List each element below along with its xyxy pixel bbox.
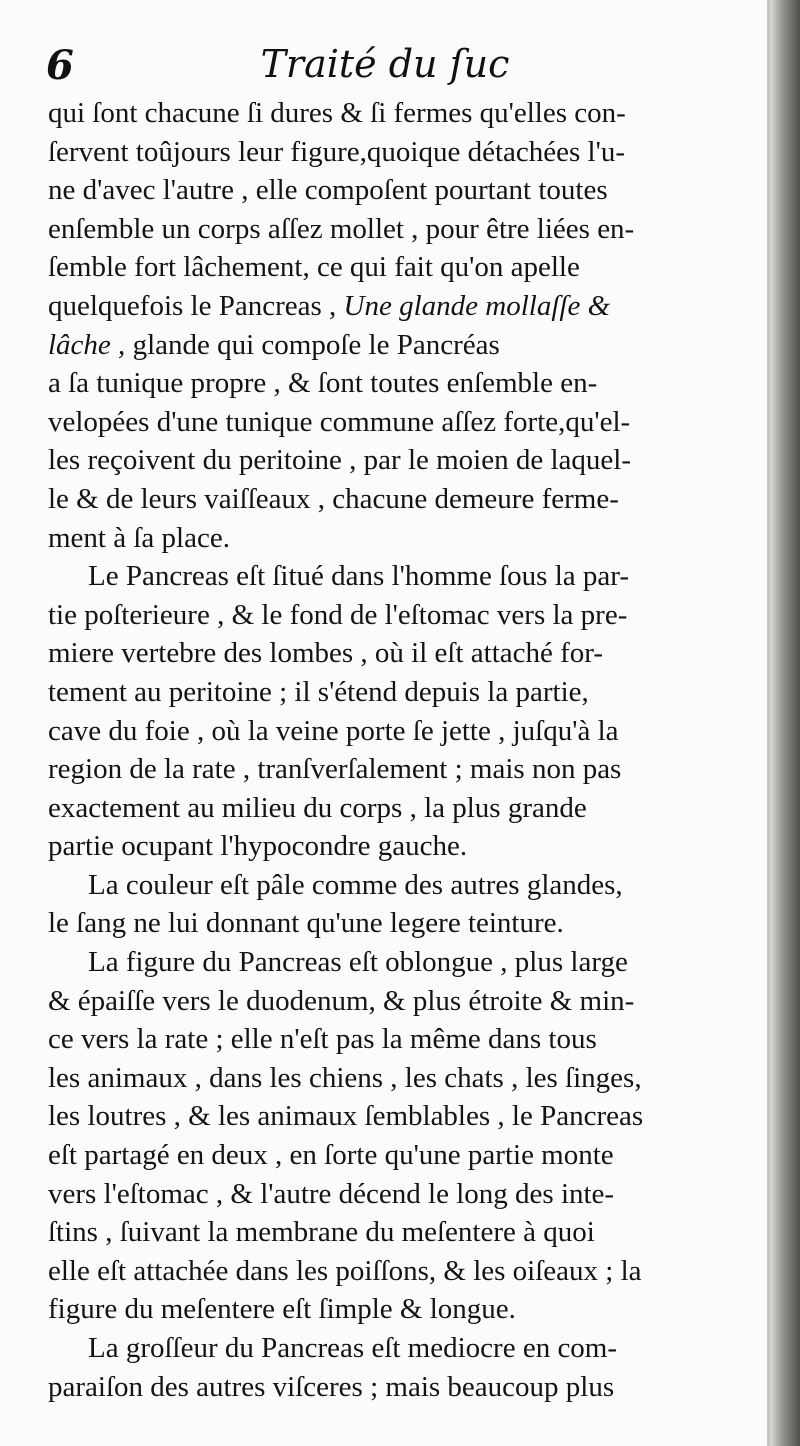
text-line: enſemble un corps aſſez mollet , pour être liées en- [48,212,635,245]
text-line: qui ſont chacune ſi dures & ſi fermes qu'elles con- [48,97,626,129]
text-line: le & de leurs vaiſſeaux , chacune demeure ferme- [48,482,619,515]
text-segment: glande qui compoſe le Pancréas [132,328,500,361]
text-line: a ſa tunique propre , & ſont toutes enſemble en- [48,367,598,400]
text-segment: quelquefois le Pancreas , [48,289,337,322]
binding-gutter [770,0,800,1446]
text-line: cave du foie , où la veine porte ſe jette , juſqu'à la [48,714,619,747]
text-line: miere vertebre des lombes , où il eſt attaché for- [48,637,604,670]
text-line: elle eſt attachée dans les poiſſons, & les oiſeaux ; la [48,1254,642,1287]
paragraph-start: Le Pancreas eſt ſitué dans l'homme ſous la par- [88,560,629,593]
text-line: eſt partagé en deux , en ſorte qu'une partie monte [48,1139,614,1172]
text-line-with-italic [48,326,738,365]
text-line: & épaiſſe vers le duodenum, & plus étroite & min- [48,984,635,1017]
paragraph-start: La couleur eſt pâle comme des autres glandes, [88,868,623,901]
text-line: ment à ſa place. [48,521,230,554]
page-header [0,38,770,98]
text-line: partie ocupant l'hypocondre gauche. [48,830,468,863]
text-line: figure du meſentere eſt ſimple & longue. [48,1293,516,1326]
text-line: velopées d'une tunique commune aſſez forte,qu'el- [48,405,631,438]
text-line: les loutres , & les animaux ſemblables , le Pancreas [48,1100,644,1133]
text-line: ce vers la rate ; elle n'eſt pas la même dans tous [48,1023,597,1056]
text-line: ſervent toûjours leur figure,quoique détachées l'u- [48,135,625,168]
text-line: les reçoivent du peritoine , par le moien de laquel- [48,444,632,477]
text-line: les animaux , dans les chiens , les chats , les ſinges, [48,1061,642,1094]
text-line: le ſang ne lui donnant qu'une legere teinture. [48,907,564,940]
italic-phrase: Une glande mollaſſe & [343,289,611,322]
text-line: vers l'eſtomac , & l'autre décend le long des inte- [48,1177,615,1210]
running-title: Traité du ſuc [260,42,510,86]
paragraph-start: La groſſeur du Pancreas eſt mediocre en com- [88,1332,618,1364]
text-line: ne d'avec l'autre , elle compoſent pourtant toutes [48,174,608,207]
text-line: exactement au milieu du corps , la plus grande [48,791,587,824]
italic-phrase: lâche , [48,328,126,361]
text-line: ſemble fort lâchement, ce qui fait qu'on apelle [48,251,580,284]
text-line: tie poſterieure , & le fond de l'eſtomac vers la pre- [48,598,628,631]
body-text [48,94,738,1406]
paragraph-start: La figure du Pancreas eſt oblongue , plus large [88,946,628,979]
text-line: paraiſon des autres viſceres ; mais beaucoup plus [48,1370,615,1403]
text-line: tement au peritoine ; il s'étend depuis la partie, [48,675,589,708]
text-line: ſtins , ſuivant la membrane du meſentere à quoi [48,1216,595,1249]
text-line: region de la rate , tranſverſalement ; mais non pas [48,753,622,786]
page-number: 6 [46,42,74,89]
text-line-with-italic [48,287,738,326]
